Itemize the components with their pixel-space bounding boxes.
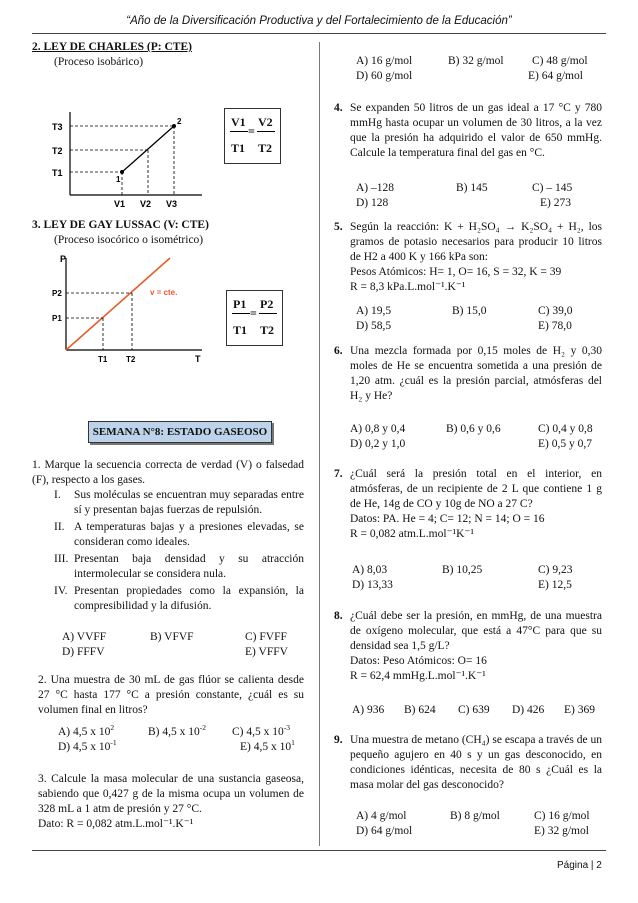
charles-title: 2. LEY DE CHARLES (P: CTE) — [32, 41, 192, 53]
gay-title: 3. LEY DE GAY LUSSAC (V: CTE) — [32, 219, 209, 231]
q7-opt-e[interactable]: E) 12,5 — [538, 579, 572, 591]
q5-opt-d[interactable]: D) 58,5 — [356, 320, 392, 332]
q1-opt-b[interactable]: B) VFVF — [150, 631, 194, 643]
q1-opt-c[interactable]: C) FVFF — [245, 631, 287, 643]
q8-r: R = 62,4 mmHg.L.mol⁻¹.K⁻¹ — [350, 670, 486, 682]
prev-opt-e[interactable]: E) 64 g/mol — [528, 70, 583, 82]
q6-opt-d[interactable]: D) 0,2 y 1,0 — [350, 438, 406, 450]
q8-opt-d[interactable]: D) 426 — [512, 704, 545, 716]
gay-formula: P1 P2 = T1 T2 — [226, 290, 283, 346]
column-divider — [319, 42, 320, 846]
question-2 — [38, 673, 304, 718]
gay-vcte-label: v = cte. — [150, 288, 178, 297]
q7-opt-c[interactable]: C) 9,23 — [538, 564, 573, 576]
q7-opt-a[interactable]: A) 8,03 — [352, 564, 388, 576]
gay-t1: T1 — [98, 355, 108, 364]
q8-opt-e[interactable]: E) 369 — [564, 704, 595, 716]
prev-opt-a[interactable]: A) 16 g/mol — [356, 55, 413, 67]
q4-opt-b[interactable]: B) 145 — [456, 182, 488, 194]
q4-opt-e[interactable]: E) 273 — [540, 197, 571, 209]
q7-options — [352, 563, 600, 595]
question-9: 9. Una muestra de metano (CH₄) se escapa a través de un pequeño agujero en 40 s y un gas desconocido, en condiciones idénticas, necesita de 80 s ¿Cuál es la masa molar del gas desconocido? — [334, 734, 602, 791]
charles-section — [32, 40, 192, 70]
question-1 — [32, 458, 304, 488]
question-6: 6. Una mezcla formada por 0,15 moles de H₂ y 0,30 moles de He se encuentra sometida a una presión de 1,20 atm. ¿cuál es la presión parcial, atmósferas del H₂ y He? — [334, 345, 602, 402]
q6-stem: Una mezcla formada por 0,15 moles de H₂ y 0,30 moles de He se encuentra sometida a una presión de 1,20 atm. ¿cuál es la presión parcial, atmósferas del H₂ y He? — [350, 345, 602, 402]
q5-opt-c[interactable]: C) 39,0 — [538, 305, 573, 317]
q6-opt-e[interactable]: E) 0,5 y 0,7 — [538, 438, 592, 450]
gay-t2: T2 — [126, 355, 136, 364]
charles-t3: T3 — [52, 122, 63, 132]
gay-section — [32, 218, 209, 248]
q9-stem: Una muestra de metano (CH₄) se escapa a través de un pequeño agujero en 40 s y un gas desconocido, en condiciones idénticas, necesita de 80 s ¿Cuál es la masa molar del gas desconocido? — [350, 734, 602, 791]
q9-opt-d[interactable]: D) 64 g/mol — [356, 825, 413, 837]
q4-options — [356, 181, 596, 213]
charles-point1: 1 — [116, 175, 121, 184]
q7-stem: ¿Cuál será la presión total en el interior, en atmósferas, de un recipiente de 2 L que contiene 1 g de He, 14g de CO y 10g de NO a 27 C? — [350, 468, 602, 510]
q8-stem: ¿Cuál debe ser la presión, en mmHg, de una muestra de oxígeno molecular, que está a 47°C para que su densidad sea 1,5 g/L? — [350, 610, 602, 652]
charles-v3: V3 — [166, 199, 178, 209]
prev-opt-d[interactable]: D) 60 g/mol — [356, 70, 413, 82]
page-number: Página | 2 — [557, 860, 602, 871]
q5-opt-b[interactable]: B) 15,0 — [452, 305, 487, 317]
q5-stem: Según la reacción: K + H₂SO₄ → K₂SO₄ + H₂, los gramos de potasio necesarios para producir 10 litros de H2 a 400 K y 166 kPa son: — [350, 221, 602, 263]
q5-opt-e[interactable]: E) 78,0 — [538, 320, 572, 332]
q3-dato: Dato: R = 0,082 atm.L.mol⁻¹.K⁻¹ — [38, 818, 194, 830]
q9-options — [356, 809, 600, 841]
gay-axis-t: T — [195, 354, 201, 364]
prev-question-options — [356, 54, 596, 86]
q2-opt-c[interactable]: C) 4,5 x $10^{-3}$ — [232, 723, 290, 738]
q8-opt-b[interactable]: B) 624 — [404, 704, 436, 716]
q4-opt-a[interactable]: A) –128 — [356, 182, 395, 194]
question-7: 7. ¿Cuál será la presión total en el interior, en atmósferas, de un recipiente de 2 L que contiene 1 g de He, 14g de CO y 10g de NO a 27 C? Datos: PA. He = 4; C= 12; N = 14; O = 16 R = 0,082 atm.L.mol⁻¹K⁻¹ — [334, 468, 602, 540]
gay-subtitle: (Proceso isocórico o isométrico) — [54, 234, 204, 246]
charles-point2: 2 — [177, 117, 182, 126]
q8-options — [352, 703, 602, 719]
q9-opt-a[interactable]: A) 4 g/mol — [356, 810, 407, 822]
q9-opt-e[interactable]: E) 32 g/mol — [534, 825, 589, 837]
prev-opt-c[interactable]: C) 48 g/mol — [532, 55, 588, 67]
q5-pesos: Pesos Atómicos: H= 1, O= 16, S = 32, K = 39 — [350, 266, 562, 278]
q1-stem: 1. Marque la secuencia correcta de verdad (V) o falsedad (F), respecto a los gases. — [32, 459, 304, 486]
gay-p2: P2 — [52, 289, 62, 298]
gay-graph — [52, 250, 222, 370]
charles-v1: V1 — [114, 199, 126, 209]
q7-opt-d[interactable]: D) 13,33 — [352, 579, 393, 591]
q3-stem: 3. Calcule la masa molecular de una sustancia gaseosa, sabiendo que 0,427 g de la misma ocupa un volumen de 328 mL a 1 atm de presión y 27 °C. — [38, 773, 304, 815]
q6-opt-a[interactable]: A) 0,8 y 0,4 — [350, 423, 406, 435]
footer-rule — [32, 850, 606, 851]
q1-opt-d[interactable]: D) FFFV — [62, 646, 105, 658]
q1-options — [62, 630, 302, 662]
gay-p1: P1 — [52, 314, 62, 323]
page-header: “Año de la Diversificación Productiva y del Fortalecimiento de la Educación” — [126, 15, 512, 27]
question-4: 4. Se expanden 50 litros de un gas ideal a 17 °C y 780 mmHg hasta ocupar un volumen de 30 litros, a la vez que la presión ha adquirido el valor de 650 mmHg. Calcule la temperatura final del gas en °C. — [334, 102, 602, 159]
gay-axis-p: P — [60, 254, 67, 264]
q5-r: R = 8,3 kPa.L.mol⁻¹.K⁻¹ — [350, 281, 466, 293]
charles-t2: T2 — [52, 146, 63, 156]
charles-graph — [52, 110, 212, 210]
charles-t1: T1 — [52, 168, 63, 178]
q2-opt-b[interactable]: B) 4,5 x $10^{-2}$ — [148, 723, 206, 738]
question-5: 5. Según la reacción: K + H₂SO₄ → K₂SO₄ + H₂, los gramos de potasio necesarios para producir 10 litros de H2 a 400 K y 166 kPa son: Pesos Atómicos: H= 1, O= 16, S = 32, K = 39 R = 8,3 kPa.L.mol⁻¹.K⁻¹ — [334, 221, 602, 293]
q7-opt-b[interactable]: B) 10,25 — [442, 564, 483, 576]
q1-opt-a[interactable]: A) VVFF — [62, 631, 107, 643]
q7-datos: Datos: PA. He = 4; C= 12; N = 14; O = 16 — [350, 513, 545, 525]
q1-opt-e[interactable]: E) VFFV — [245, 646, 288, 658]
q6-opt-c[interactable]: C) 0,4 y 0,8 — [538, 423, 593, 435]
q7-r: R = 0,082 atm.L.mol⁻¹K⁻¹ — [350, 528, 474, 540]
charles-subtitle: (Proceso isobárico) — [54, 56, 144, 68]
q2-opt-d[interactable]: D) 4,5 x $10^{-1}$ — [58, 738, 117, 753]
q8-opt-c[interactable]: C) 639 — [458, 704, 490, 716]
q4-opt-c[interactable]: C) – 145 — [532, 182, 573, 194]
header-rule — [32, 33, 606, 34]
q9-opt-c[interactable]: C) 16 g/mol — [534, 810, 590, 822]
q2-stem: 2. Una muestra de 30 mL de gas flúor se calienta desde 27 °C hasta 177 °C a presión constante, ¿cuál es su volumen final en litros? — [38, 674, 304, 716]
question-3 — [38, 772, 304, 832]
q6-opt-b[interactable]: B) 0,6 y 0,6 — [446, 423, 501, 435]
q8-datos: Datos: Peso Atómicos: O= 16 — [350, 655, 487, 667]
charles-v2: V2 — [140, 199, 152, 209]
q6-options — [350, 422, 600, 454]
question-8: 8. ¿Cuál debe ser la presión, en mmHg, de una muestra de oxígeno molecular, que está a 47°C para que su densidad sea 1,5 g/L? Datos: Peso Atómicos: O= 16 R = 62,4 mmHg.L.mol⁻¹.K⁻¹ — [334, 610, 602, 682]
q9-opt-b[interactable]: B) 8 g/mol — [450, 810, 500, 822]
q2-opt-a[interactable]: A) 4,5 x $10^2$ — [58, 723, 115, 738]
q1-statements: I. Sus moléculas se encuentran muy separadas entre sí y presentan bajas fuerzas de repulsión. II. A temperaturas bajas y a presiones elevadas, se consideran como ideales. III. Presentan baja densidad y su atracción intermolecular se considera nula. IV. Presentan propiedades como la expansión, la compresibilidad y la difusión. — [54, 489, 304, 612]
prev-opt-b[interactable]: B) 32 g/mol — [448, 55, 504, 67]
charles-formula: V1 V2 = T1 T2 — [224, 108, 281, 164]
week-banner: SEMANA N°8: ESTADO GASEOSO — [88, 421, 272, 443]
q5-opt-a[interactable]: A) 19,5 — [356, 305, 392, 317]
q2-options — [58, 725, 304, 757]
q5-options — [356, 304, 596, 336]
q4-stem: Se expanden 50 litros de un gas ideal a 17 °C y 780 mmHg hasta ocupar un volumen de 30 litros, a la vez que la presión ha adquirido el valor de 650 mmHg. Calcule la temperatura final del gas en °C. — [350, 102, 602, 159]
q2-opt-e[interactable]: E) 4,5 x $10^1$ — [240, 738, 295, 753]
q8-opt-a[interactable]: A) 936 — [352, 704, 385, 716]
q4-opt-d[interactable]: D) 128 — [356, 197, 389, 209]
